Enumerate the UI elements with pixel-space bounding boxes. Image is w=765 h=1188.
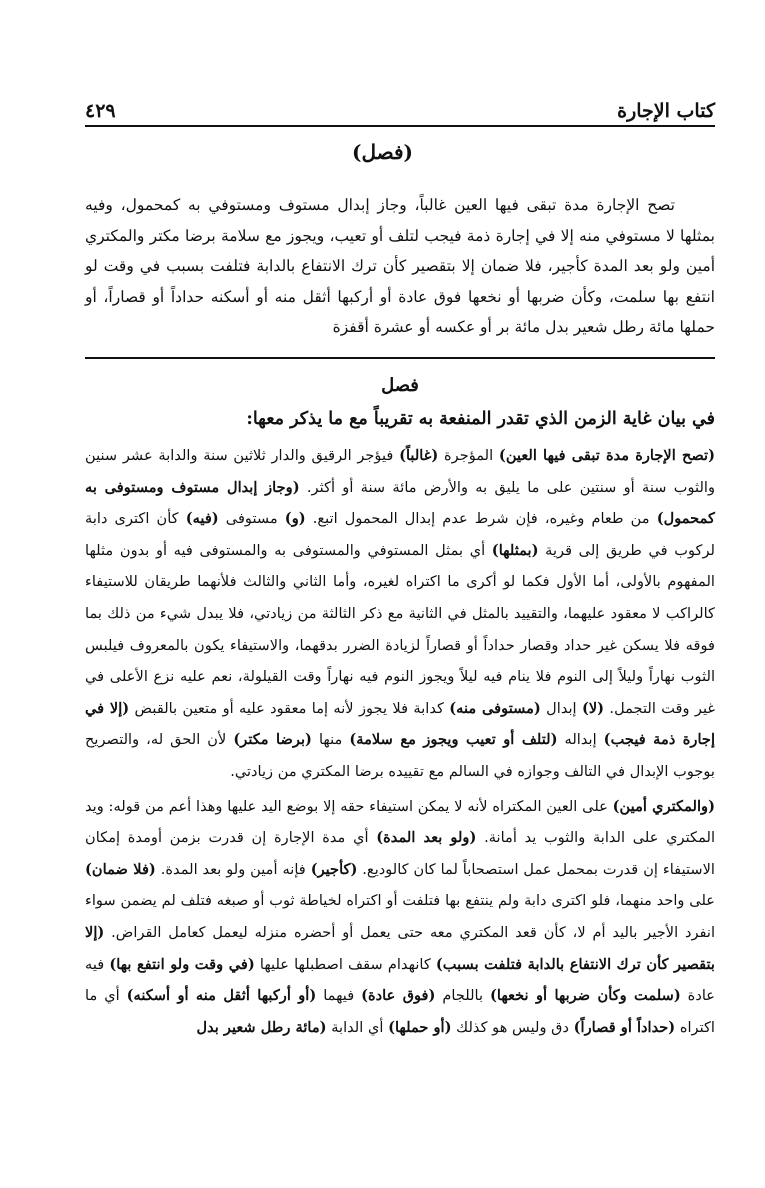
commentary-segment: باللجام [435, 987, 490, 1005]
sharh-paragraph-1 [85, 440, 715, 788]
sharh-section-subheading: في بيان غاية الزمن الذي تقدر المنفعة به تقريباً مع ما يذكر معها: [246, 409, 715, 429]
commentary-segment: كأن اكترى دابة لركوب في طريق إلى قرية [85, 510, 715, 559]
page-number: ٤٢٩ [85, 100, 116, 122]
quoted-matn-segment: (بمثلها) [491, 541, 539, 559]
commentary-segment: أي مدة الإجارة إن قدرت بزمن أومدة إمكان الاستيفاء إن قدرت بمحمل عمل استصحاباً لما كان كالوديع. [85, 829, 715, 878]
quoted-matn-segment: (لتلف أو تعيب ويجوز مع سلامة) [349, 731, 558, 749]
commentary-segment: على العين المكتراه لأنه لا يمكن استيفاء حقه إلا بوضع اليد عليها وهذا أعم من قوله: ويد المكتري على الدابة والثوب يد أمانة. [85, 797, 716, 847]
quoted-matn-segment: (إلا في إجارة ذمة فيجب) [85, 699, 715, 749]
matn-sharh-separator [85, 357, 715, 359]
quoted-matn-segment: (في وقت ولو انتفع بها) [109, 955, 255, 973]
commentary-segment: كانهدام سقف اصطبلها عليها [254, 955, 436, 973]
header-rule [85, 125, 715, 127]
book-title: كتاب الإجارة [617, 100, 715, 122]
running-header [85, 90, 715, 122]
commentary-segment: من طعام وغيره، فإن شرط عدم إبدال المحمول اتبع. [305, 510, 657, 528]
commentary-segment: فيهما [316, 987, 362, 1005]
quoted-matn-segment: (فيه) [185, 510, 219, 528]
quoted-matn-segment: (إلا بتقصير كأن ترك الانتفاع بالدابة فتلفت بسبب) [85, 923, 715, 973]
commentary-segment: أي ما اكتراه [85, 987, 715, 1036]
commentary-segment: إبداله [557, 731, 604, 749]
quoted-matn-segment: (فلا ضمان) [85, 860, 156, 878]
quoted-matn-segment: (حداداً أو قصاراً) [573, 1018, 676, 1036]
quoted-matn-segment: (مستوفى منه) [449, 699, 541, 717]
commentary-segment: مستوفى [218, 510, 285, 528]
commentary-segment: دق وليس هو كذلك [451, 1018, 574, 1036]
commentary-segment: فإنه أمين ولو بعد المدة. [155, 860, 311, 878]
quoted-matn-segment: (تصح الإجارة مدة تبقى فيها العين) [498, 447, 715, 464]
sharh-text-block [85, 440, 715, 1043]
commentary-segment: المؤجرة [438, 447, 499, 464]
quoted-matn-segment: (كأجير) [310, 860, 358, 878]
commentary-segment: أي الدابة [326, 1018, 389, 1036]
quoted-matn-segment: (فوق عادة) [361, 987, 436, 1005]
commentary-segment: على واحد منهما، فلو اكترى دابة ولم ينتفع بها فتلفت أو اكتراه لخياطة ثوب أو صبغه فتلف لم يضمن سواء انفرد الأجير باليد أم لا، كأن قعد المكتري معه حتى يعمل أو أحضره منزله ليعمل كعامل القراض. [85, 892, 715, 941]
sharh-section-heading: فصل [381, 375, 419, 396]
commentary-segment: منها [311, 731, 350, 749]
quoted-matn-segment: (مائة رطل شعير بدل [196, 1018, 327, 1036]
quoted-matn-segment: (سلمت وكأن ضربها أو نخعها) [490, 987, 681, 1005]
commentary-segment: إبدال [540, 699, 582, 717]
sharh-paragraph-2 [85, 791, 715, 1044]
quoted-matn-segment: (أو حملها) [388, 1018, 452, 1036]
matn-section-title: (فصل) [352, 140, 413, 164]
matn-paragraph: تصح الإجارة مدة تبقى فيها العين غالباً، وجاز إبدال مستوف ومستوفي به كمحمول، وفيه بمثلها لا مستوفي منه إلا في إجارة ذمة فيجب لتلف أو تعيب، ويجوز مع سلامة برضا مكتر والمكتري أمين ولو بعد المدة كأجير، فلا ضمان إلا بتقصير كأن ترك الانتفاع بالدابة فتلفت بسبب في وقت لو انتفع بها سلمت، وكأن ضربها أو نخعها فوق عادة أو أركبها أثقل منه أو أسكنه حداداً أو قصاراً، أو حملها مائة رطل شعير بدل مائة بر أو عكسه أو عشرة أقفزة [85, 196, 715, 336]
commentary-segment: فيه عادة [85, 955, 715, 1005]
quoted-matn-segment: (لا) [581, 699, 605, 717]
quoted-matn-segment: (برضا مكتر) [233, 731, 312, 749]
commentary-segment: أي بمثل المستوفي والمستوفى به والمستوفى فيه أو بدون مثلها المفهوم بالأولى، أما الأول فكما لو أكرى ما اكتراه لغيره، وأما الثاني والثالث فلأنهما طريقان للاستيفاء كالراكب لا معقود عليهما، والتقييد بالمثل في الثانية مع ذكر الثالثة من زيادتي، فلا يبدل شيء من ذلك بما فوقه فلا يسكن غير حداد وقصار حداداً أو قصاراً لزيادة الضرر بدقهما، والاستيفاء يكون بالمعروف فيلبس الثوب نهاراً وليلاً إلى النوم فلا ينام فيه ليلاً ويجوز النوم فيه نهاراً وقت القيلولة، نعم عليه نزع الأعلى في غير وقت التجمل. [85, 541, 715, 717]
quoted-matn-segment: (و) [284, 510, 306, 528]
commentary-segment: فيؤجر الرقيق والدار ثلاثين سنة والدابة عشر سنين والثوب سنة أو سنتين على ما يليق به والأرض مائة سنة أو أكثر. [85, 447, 715, 496]
commentary-segment: كدابة فلا يجوز لأنه إما معقود عليه أو متعين بالقبض [129, 699, 450, 717]
matn-text-block [85, 190, 715, 343]
quoted-matn-segment: (ولو بعد المدة) [376, 829, 477, 847]
quoted-matn-segment: (وجاز إبدال مستوف ومستوفى به كمحمول) [85, 478, 715, 528]
commentary-segment: لأن الحق له، والتصريح بوجوب الإبدال في التالف وجوازه في السالم مع تقييده برضا المكتري من زيادتي. [85, 731, 715, 780]
quoted-matn-segment: (والمكتري أمين) [612, 797, 716, 815]
quoted-matn-segment: (أو أركبها أثقل منه أو أسكنه) [126, 987, 317, 1005]
quoted-matn-segment: (غالباً) [399, 447, 439, 464]
